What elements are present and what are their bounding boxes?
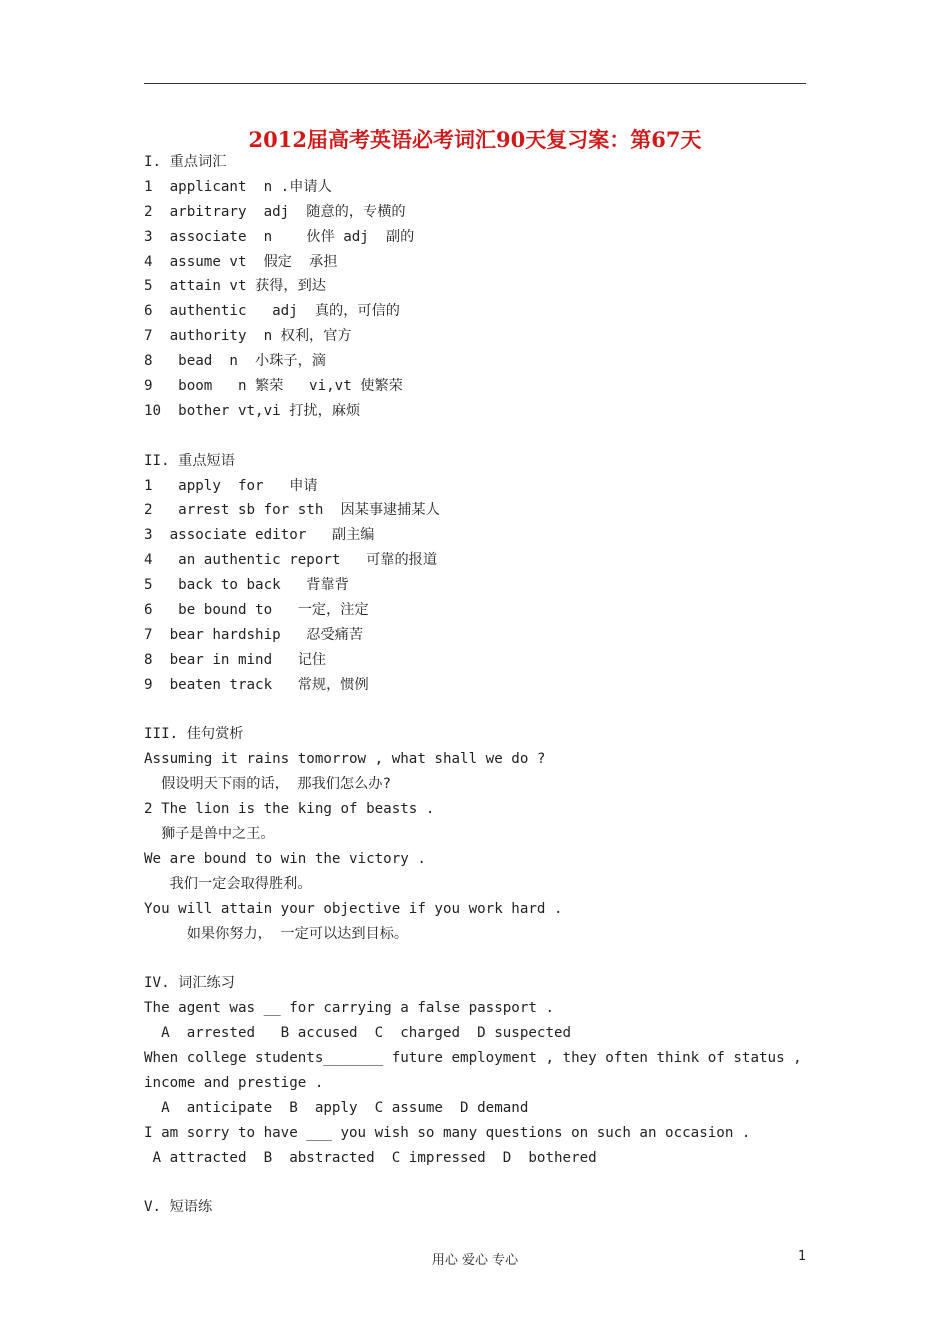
sentence-line: Assuming it rains tomorrow , what shall we do ? <box>144 751 546 768</box>
sentence-line: 狮子是兽中之王。 <box>144 826 275 843</box>
phrase-line: 3 associate editor 副主编 <box>144 527 375 544</box>
vocab-line: 10 bother vt,vi 打扰，麻烦 <box>144 402 361 419</box>
section-heading: II. 重点短语 <box>144 452 235 469</box>
document-title: 2012届高考英语必考词汇90天复习案：第67天 <box>248 127 702 152</box>
phrase-line: 5 back to back 背靠背 <box>144 577 349 594</box>
sentence-line: We are bound to win the victory . <box>144 850 426 867</box>
vocab-line: 3 associate n 伙伴 adj 副的 <box>144 228 415 245</box>
exercise-line: A attracted B abstracted C impressed D bothered <box>144 1149 597 1166</box>
exercise-line: When college students_______ future employment , they often think of status , <box>144 1050 802 1067</box>
exercise-line: I am sorry to have ___ you wish so many questions on such an occasion . <box>144 1124 751 1141</box>
vocab-line: 8 bead n 小珠子，滴 <box>144 353 326 370</box>
spacer <box>144 947 824 972</box>
spacer <box>144 1171 824 1196</box>
phrase-line: 8 bear in mind 记住 <box>144 651 327 668</box>
phrase-line: 9 beaten track 常规，惯例 <box>144 676 369 693</box>
vocab-line: 6 authentic adj 真的，可信的 <box>144 303 400 320</box>
sentence-line: 如果你努力， 一定可以达到目标。 <box>144 925 409 942</box>
exercise-line: A anticipate B apply C assume D demand <box>144 1099 529 1116</box>
header-rule <box>144 83 806 84</box>
vocab-line: 9 boom n 繁荣 vi,vt 使繁荣 <box>144 378 403 395</box>
exercise-line: The agent was __ for carrying a false passport . <box>144 1000 554 1017</box>
exercise-line: A arrested B accused C charged D suspected <box>144 1025 572 1042</box>
section-heading: IV. 词汇练习 <box>144 975 235 992</box>
vocab-line: 7 authority n 权利，官方 <box>144 328 352 345</box>
vocab-line: 2 arbitrary adj 随意的，专横的 <box>144 203 406 220</box>
phrase-line: 4 an authentic report 可靠的报道 <box>144 552 438 569</box>
phrase-line: 6 be bound to 一定，注定 <box>144 602 369 619</box>
document-body <box>144 150 824 1220</box>
phrase-line: 1 apply for 申请 <box>144 477 318 494</box>
phrase-line: 7 bear hardship 忍受痛苦 <box>144 626 364 643</box>
sentence-line: 假设明天下雨的话， 那我们怎么办? <box>144 776 391 793</box>
vocab-line: 4 assume vt 假定 承担 <box>144 253 338 270</box>
spacer <box>144 424 824 449</box>
vocab-line: 5 attain vt 获得，到达 <box>144 278 326 295</box>
exercise-line: income and prestige . <box>144 1074 324 1091</box>
vocab-line: 1 applicant n .申请人 <box>144 178 332 195</box>
phrase-line: 2 arrest sb for sth 因某事逮捕某人 <box>144 502 440 519</box>
sentence-line: You will attain your objective if you work hard . <box>144 900 563 917</box>
sentence-line: 2 The lion is the king of beasts . <box>144 801 435 818</box>
section-heading: V. 短语练 <box>144 1199 213 1216</box>
page-footer: 用心 爱心 专心 <box>431 1253 519 1268</box>
section-heading: III. 佳句赏析 <box>144 726 244 743</box>
section-heading: I. 重点词汇 <box>144 154 227 170</box>
spacer <box>144 698 824 723</box>
sentence-line: 我们一定会取得胜利。 <box>144 875 312 892</box>
page-number: 1 <box>798 1249 807 1264</box>
